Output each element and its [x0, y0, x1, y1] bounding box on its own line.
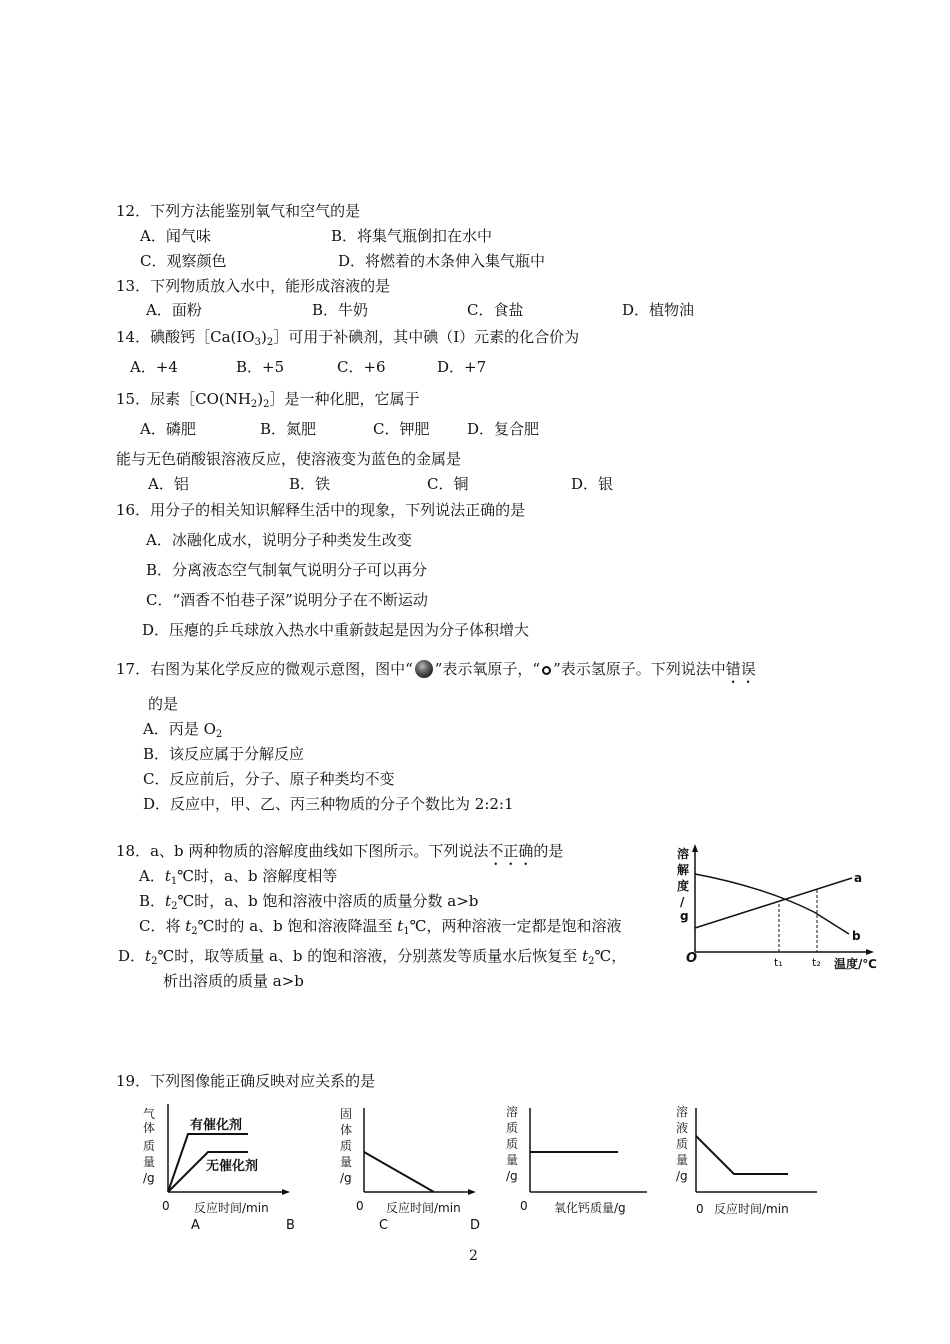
q15-stem: 15．尿素$[CO(NH_2)_2]$是一种化肥，它属于: [116, 390, 420, 410]
q12-option-c: C．观察颜色: [140, 252, 227, 270]
ylabel-char: 解: [677, 863, 690, 877]
x-axis-arrow-icon: [282, 1189, 290, 1195]
graph-c-d: [336, 1102, 496, 1232]
q16-stem: 16．用分子的相关知识解释生活中的现象，下列说法正确的是: [116, 501, 526, 519]
graph-e: [502, 1102, 662, 1217]
q13-option-b: B．牛奶: [312, 301, 369, 319]
origin-label: 0: [162, 1199, 170, 1213]
ylabel-char: 度: [677, 879, 690, 893]
ylabel-char: 溶: [677, 847, 690, 861]
q18-option-c: C．将 $t_2℃$时的 a、b 饱和溶液降温至 $t_1℃$，两种溶液一定都是饱和溶液: [139, 917, 622, 937]
origin-label: 0: [520, 1199, 528, 1213]
xlabel: 反应时间/min: [386, 1201, 461, 1215]
ylabel-char: 量: [340, 1155, 353, 1169]
page-number: 2: [469, 1248, 478, 1264]
q18-option-b: B．$t_2℃$时，a、b 饱和溶液中溶质的质量分数 a>b: [139, 892, 479, 912]
line-label: 有催化剂: [190, 1118, 243, 1133]
q13-option-c: C．食盐: [467, 301, 524, 319]
q17-option-c: C．反应前后，分子、原子种类均不变: [143, 770, 395, 788]
ylabel-char: /g: [340, 1171, 352, 1185]
q15b-option-b: B．铁: [289, 475, 331, 493]
q16-option-d: D．压瘪的乒乓球放入热水中重新鼓起是因为分子体积增大: [142, 621, 530, 639]
ylabel-char: /g: [506, 1169, 518, 1183]
ylabel-char: 溶: [676, 1105, 689, 1119]
xlabel: 温度/℃: [834, 957, 877, 971]
ylabel-char: 质: [506, 1137, 519, 1151]
q17-option-a: A．丙是 $O_2$: [143, 720, 223, 740]
option-letter: D: [470, 1218, 481, 1232]
q18-option-d: D．$t_2℃$时，取等质量 a、b 的饱和溶液，分别蒸发等质量水后恢复至 $t_2℃$，: [118, 947, 627, 967]
ylabel-char: 质: [143, 1139, 156, 1153]
q15-option-c: C．钾肥: [373, 420, 430, 438]
ylabel-char: 固: [340, 1107, 353, 1121]
line-label: 无催化剂: [206, 1159, 259, 1174]
q16-option-a: A．冰融化成水，说明分子种类发生改变: [146, 531, 412, 549]
q14-option-a: A．+4: [130, 358, 178, 376]
t2-label: t₂: [812, 956, 821, 969]
ylabel-char: /g: [143, 1171, 155, 1185]
q15-option-a: A．磷肥: [140, 420, 196, 438]
q14-option-c: C．+6: [337, 358, 386, 376]
ylabel-char: 质: [340, 1139, 353, 1153]
q15b-option-c: C．铜: [427, 475, 469, 493]
solubility-curve-graph: [664, 842, 894, 974]
q12-option-b: B．将集气瓶倒扣在水中: [331, 227, 493, 245]
xlabel: 氧化钙质量/g: [554, 1201, 626, 1215]
graph-a-b: [140, 1102, 310, 1232]
curve-a-label: a: [854, 871, 863, 885]
ylabel-char: 体: [340, 1123, 353, 1137]
origin-label: 0: [696, 1202, 704, 1216]
q13-option-a: A．面粉: [146, 301, 202, 319]
ylabel-char: 质: [676, 1137, 689, 1151]
curve-b-label: b: [852, 929, 861, 943]
xlabel: 反应时间/min: [194, 1201, 269, 1215]
ylabel-char: /g: [676, 1169, 688, 1183]
q12-option-d: D．将燃着的木条伸入集气瓶中: [338, 252, 546, 270]
q16-option-c: C．“酒香不怕巷子深”说明分子在不断运动: [146, 591, 428, 609]
oxygen-atom-icon: [415, 660, 433, 678]
ylabel-char: 体: [143, 1121, 156, 1135]
q14-option-d: D．+7: [437, 358, 487, 376]
q17-stem-continued: 的是: [148, 695, 179, 713]
y-axis-arrow-icon: [692, 844, 698, 852]
option-letter: B: [286, 1218, 295, 1232]
option-letter: A: [191, 1218, 200, 1232]
q17-stem: 17．右图为某化学反应的微观示意图，图中“ ”表示氧原子，“ ”表示氢原子。下列说法中错误: [116, 660, 756, 678]
x-axis-arrow-icon: [468, 1189, 476, 1195]
q17-option-d: D．反应中，甲、乙、丙三种物质的分子个数比为 2:2:1: [143, 795, 514, 813]
ylabel-char: /: [680, 895, 685, 909]
data-line: [696, 1136, 788, 1174]
q18-stem: 18．a、b 两种物质的溶解度曲线如下图所示。下列说法不正确的是: [116, 842, 564, 860]
q12-stem: 12．下列方法能鉴别氧气和空气的是: [116, 202, 361, 220]
q13-stem: 13．下列物质放入水中，能形成溶液的是: [116, 277, 391, 295]
hydrogen-atom-icon: [542, 666, 551, 675]
x-axis-arrow-icon: [866, 949, 874, 955]
ylabel-char: 量: [506, 1153, 519, 1167]
ylabel-char: 气: [143, 1107, 156, 1121]
q14-stem: 14．碘酸钙$[Ca(IO_3)_2]$可用于补碘剂，其中碘（I）元素的化合价为: [116, 328, 580, 348]
q15-option-b: B．氮肥: [260, 420, 317, 438]
q13-option-d: D．植物油: [622, 301, 695, 319]
graph-f: [672, 1102, 832, 1217]
option-letter: C: [379, 1218, 389, 1232]
q14-option-b: B．+5: [236, 358, 285, 376]
q18-option-a: A．$t_1℃$时，a、b 溶解度相等: [139, 867, 338, 887]
q15b-option-d: D．银: [571, 475, 614, 493]
q19-stem: 19．下列图像能正确反映对应关系的是: [116, 1072, 376, 1090]
q15b-option-a: A．铝: [148, 475, 189, 493]
ylabel-char: 量: [676, 1153, 689, 1167]
q15-option-d: D．复合肥: [467, 420, 540, 438]
q15b-stem: 能与无色硝酸银溶液反应，使溶液变为蓝色的金属是: [116, 450, 462, 468]
ylabel-char: 溶: [506, 1105, 519, 1119]
ylabel-char: g: [680, 909, 689, 923]
q12-option-a: A．闻气味: [140, 227, 211, 245]
origin-label: 0: [356, 1199, 364, 1213]
t1-label: t₁: [774, 956, 783, 969]
ylabel-char: 质: [506, 1121, 519, 1135]
q18-option-d-continued: 析出溶质的质量 a>b: [163, 972, 304, 990]
data-line: [364, 1152, 434, 1192]
xlabel: 反应时间/min: [714, 1202, 789, 1216]
emphasis-text: 错误: [725, 660, 756, 678]
ylabel-char: 液: [676, 1121, 689, 1135]
q17-option-b: B．该反应属于分解反应: [143, 745, 305, 763]
q16-option-b: B．分离液态空气制氧气说明分子可以再分: [146, 561, 428, 579]
ylabel-char: 量: [143, 1155, 156, 1169]
emphasis-text: 不正确: [488, 842, 534, 860]
origin-label: O: [686, 951, 698, 966]
